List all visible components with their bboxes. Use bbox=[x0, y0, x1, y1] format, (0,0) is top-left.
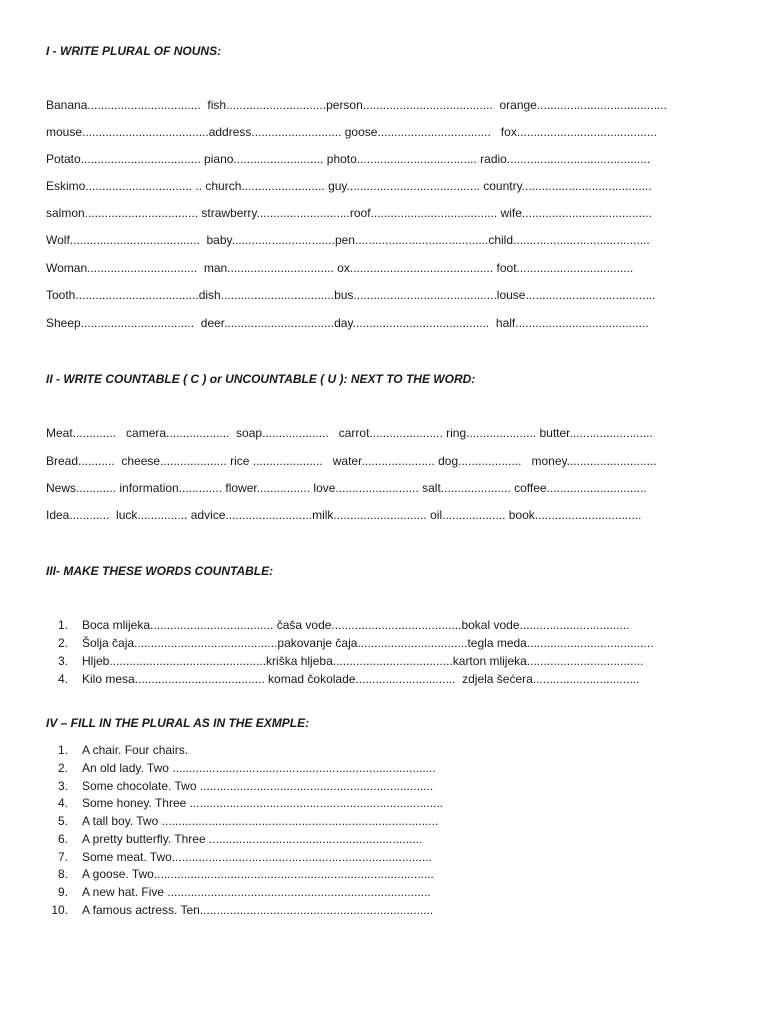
section-1-row-6: Wolf....................................... baby...............................pen........................................child......................................... bbox=[46, 233, 650, 247]
item-number: 7. bbox=[57, 850, 68, 864]
section-4-item-3 bbox=[46, 779, 433, 794]
section-1-row-4: Eskimo................................ .. church......................... guy........................................ country....................................... bbox=[46, 179, 652, 193]
section-2-row-2: Bread........... cheese.................... rice ..................... water...................... dog................... money........................... bbox=[46, 454, 657, 468]
item-text: Kilo mesa....................................... komad čokolade.............................. zdjela šećera................................ bbox=[82, 672, 640, 686]
section-4-item-8 bbox=[46, 867, 434, 882]
section-3-item-3 bbox=[46, 654, 643, 669]
section-3-item-2 bbox=[46, 636, 654, 651]
item-number: 4. bbox=[57, 796, 68, 810]
section-4-item-9 bbox=[46, 885, 431, 900]
item-number: 3. bbox=[57, 779, 68, 793]
item-number: 5. bbox=[57, 814, 68, 828]
section-4-item-1 bbox=[46, 743, 188, 758]
item-text: A chair. Four chairs. bbox=[82, 743, 189, 757]
section-4-item-4 bbox=[46, 796, 443, 811]
item-text: A famous actress. Ten...................................................................... bbox=[82, 903, 434, 917]
item-number: 6. bbox=[57, 832, 68, 846]
section-4-item-2 bbox=[46, 761, 436, 776]
section-1-heading: I - WRITE PLURAL OF NOUNS: bbox=[46, 44, 222, 58]
item-text: Some meat. Two.............................................................................. bbox=[82, 850, 432, 864]
item-number: 2. bbox=[57, 636, 68, 650]
section-1-row-1: Banana.................................. fish..............................person....................................... orange....................................... bbox=[46, 98, 667, 112]
item-number: 1. bbox=[57, 743, 68, 757]
section-4-item-5 bbox=[46, 814, 438, 829]
section-3-heading: III- MAKE THESE WORDS COUNTABLE: bbox=[46, 564, 274, 578]
section-2-heading: II - WRITE COUNTABLE ( C ) or UNCOUNTABLE ( U ): NEXT TO THE WORD: bbox=[46, 372, 476, 386]
section-3-item-1 bbox=[46, 618, 630, 633]
item-number: 9. bbox=[57, 885, 68, 899]
item-text: Boca mlijeka..................................... čaša vode.......................................bokal vode................................. bbox=[82, 618, 630, 632]
item-number: 4. bbox=[57, 672, 68, 686]
item-text: Some chocolate. Two ...................................................................... bbox=[82, 779, 434, 793]
item-text: Šolja čaja...........................................pakovanje čaja.................................tegla meda...................................... bbox=[82, 636, 654, 650]
section-4-heading: IV – FILL IN THE PLURAL AS IN THE EXMPLE: bbox=[46, 716, 310, 730]
item-text: A tall boy. Two ................................................................................... bbox=[82, 814, 439, 828]
section-4-item-10 bbox=[46, 903, 433, 918]
item-text: Some honey. Three ............................................................................ bbox=[82, 796, 444, 810]
section-2-row-3: News............ information............. flower................ love......................... salt..................... coffee.............................. bbox=[46, 481, 647, 495]
section-1-row-2: mouse......................................address........................... goose.................................. fox.......................................... bbox=[46, 125, 657, 139]
item-number: 3. bbox=[57, 654, 68, 668]
section-1-row-8: Tooth.....................................dish..................................bus...........................................louse....................................... bbox=[46, 288, 656, 302]
item-text: A new hat. Five ............................................................................... bbox=[82, 885, 431, 899]
section-1-row-9: Sheep.................................. deer.................................day......................................... half........................................ bbox=[46, 316, 649, 330]
item-number: 10. bbox=[51, 903, 68, 917]
section-4-item-7 bbox=[46, 850, 432, 865]
item-text: Hljeb...............................................kriška hljeba....................................karton mlijeka................................... bbox=[82, 654, 644, 668]
item-text: An old lady. Two ............................................................................... bbox=[82, 761, 436, 775]
section-1-row-3: Potato.................................... piano........................... photo.................................... radio........................................... bbox=[46, 152, 651, 166]
section-1-row-5: salmon.................................. strawberry............................roof...................................... wife....................................... bbox=[46, 206, 652, 220]
item-number: 2. bbox=[57, 761, 68, 775]
item-number: 1. bbox=[57, 618, 68, 632]
item-number: 8. bbox=[57, 867, 68, 881]
section-3-item-4 bbox=[46, 672, 640, 687]
section-1-row-7: Woman................................. man................................ ox........................................... foot................................... bbox=[46, 261, 634, 275]
section-2-row-1: Meat............. camera................... soap.................... carrot...................... ring..................... butter......................... bbox=[46, 426, 653, 440]
section-4-item-6 bbox=[46, 832, 422, 847]
item-text: A pretty butterfly. Three ................................................................ bbox=[82, 832, 423, 846]
section-2-row-4: Idea............ luck............... advice..........................milk............................ oil................... book................................ bbox=[46, 508, 642, 522]
item-text: A goose. Two.................................................................................... bbox=[82, 867, 434, 881]
